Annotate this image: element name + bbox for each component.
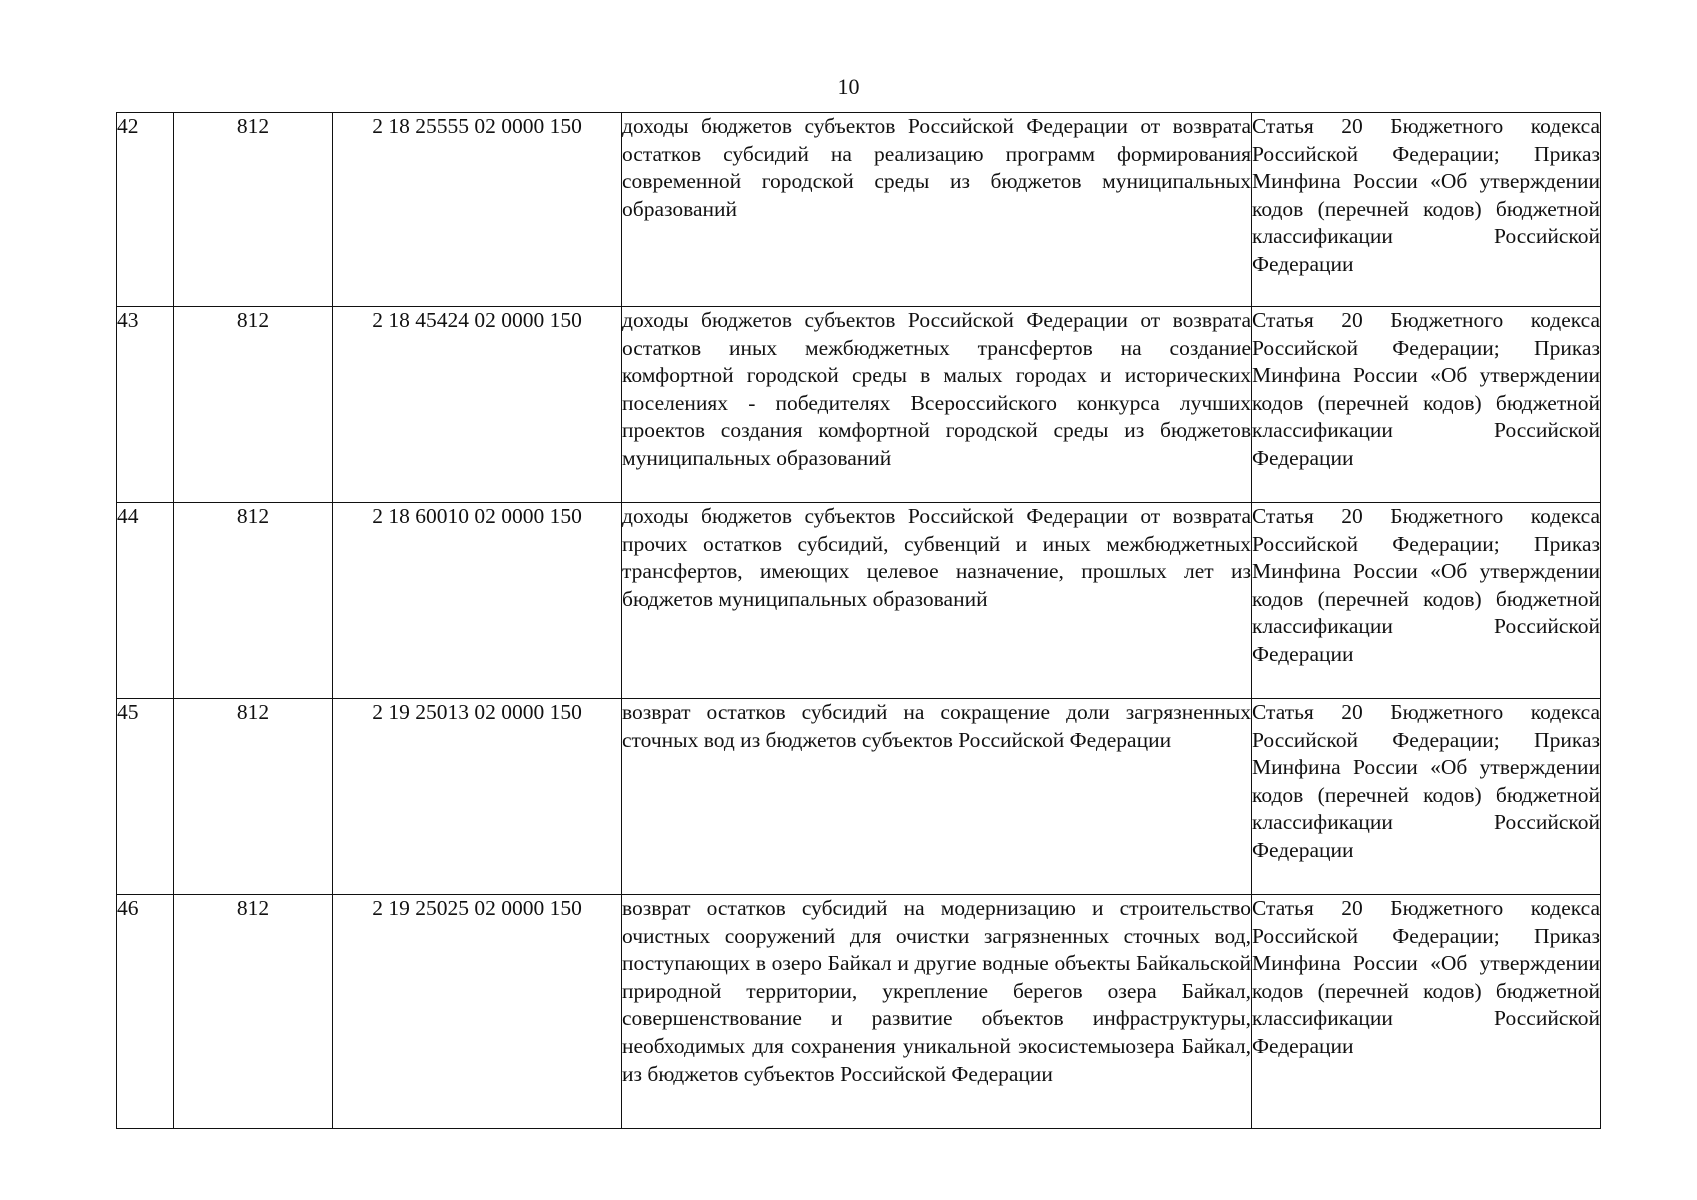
table-row (117, 895, 1601, 1129)
page-number: 10 (837, 74, 860, 99)
row-number: 43 (117, 307, 174, 503)
budget-code: 2 18 45424 02 0000 150 (333, 307, 622, 503)
table-row (117, 503, 1601, 699)
admin-code: 812 (174, 503, 333, 699)
admin-code: 812 (174, 307, 333, 503)
income-description: возврат остатков субсидий на модернизацию и строительство очистных сооружений для очистки загрязненных сточных вод, поступающих в озеро Байкал и другие водные объекты Байкальской природной территории, укрепление берегов озера Байкал, совершенствование и развитие объектов инфраструктуры, необходимых для сохранения уникальной экосистемыозера Байкал, из бюджетов субъектов Российской Федерации (622, 895, 1252, 1129)
legal-basis: Статья 20 Бюджетного кодекса Российской Федерации; Приказ Минфина России «Об утверждении кодов (перечней кодов) бюджетной классификации Российской Федерации (1252, 895, 1601, 1129)
income-description: доходы бюджетов субъектов Российской Федерации от возврата остатков субсидий на реализацию программ формирования современной городской среды из бюджетов муниципальных образований (622, 113, 1252, 307)
table-row (117, 113, 1601, 307)
row-number: 45 (117, 699, 174, 895)
budget-code: 2 19 25025 02 0000 150 (333, 895, 622, 1129)
row-number: 46 (117, 895, 174, 1129)
budget-codes-table (116, 112, 1601, 1129)
income-description: доходы бюджетов субъектов Российской Федерации от возврата прочих остатков субсидий, субвенций и иных межбюджетных трансфертов, имеющих целевое назначение, прошлых лет из бюджетов муниципальных образований (622, 503, 1252, 699)
legal-basis: Статья 20 Бюджетного кодекса Российской Федерации; Приказ Минфина России «Об утверждении кодов (перечней кодов) бюджетной классификации Российской Федерации (1252, 699, 1601, 895)
budget-code: 2 19 25013 02 0000 150 (333, 699, 622, 895)
income-description: возврат остатков субсидий на сокращение доли загрязненных сточных вод из бюджетов субъектов Российской Федерации (622, 699, 1252, 895)
table-row (117, 307, 1601, 503)
budget-code: 2 18 60010 02 0000 150 (333, 503, 622, 699)
admin-code: 812 (174, 895, 333, 1129)
admin-code: 812 (174, 699, 333, 895)
legal-basis: Статья 20 Бюджетного кодекса Российской Федерации; Приказ Минфина России «Об утверждении кодов (перечней кодов) бюджетной классификации Российской Федерации (1252, 113, 1601, 307)
budget-code: 2 18 25555 02 0000 150 (333, 113, 622, 307)
row-number: 44 (117, 503, 174, 699)
admin-code: 812 (174, 113, 333, 307)
table-row (117, 699, 1601, 895)
legal-basis: Статья 20 Бюджетного кодекса Российской Федерации; Приказ Минфина России «Об утверждении кодов (перечней кодов) бюджетной классификации Российской Федерации (1252, 307, 1601, 503)
income-description: доходы бюджетов субъектов Российской Федерации от возврата остатков иных межбюджетных трансфертов на создание комфортной городской среды в малых городах и исторических поселениях - победителях Всероссийского конкурса лучших проектов создания комфортной городской среды из бюджетов муниципальных образований (622, 307, 1252, 503)
row-number: 42 (117, 113, 174, 307)
legal-basis: Статья 20 Бюджетного кодекса Российской Федерации; Приказ Минфина России «Об утверждении кодов (перечней кодов) бюджетной классификации Российской Федерации (1252, 503, 1601, 699)
